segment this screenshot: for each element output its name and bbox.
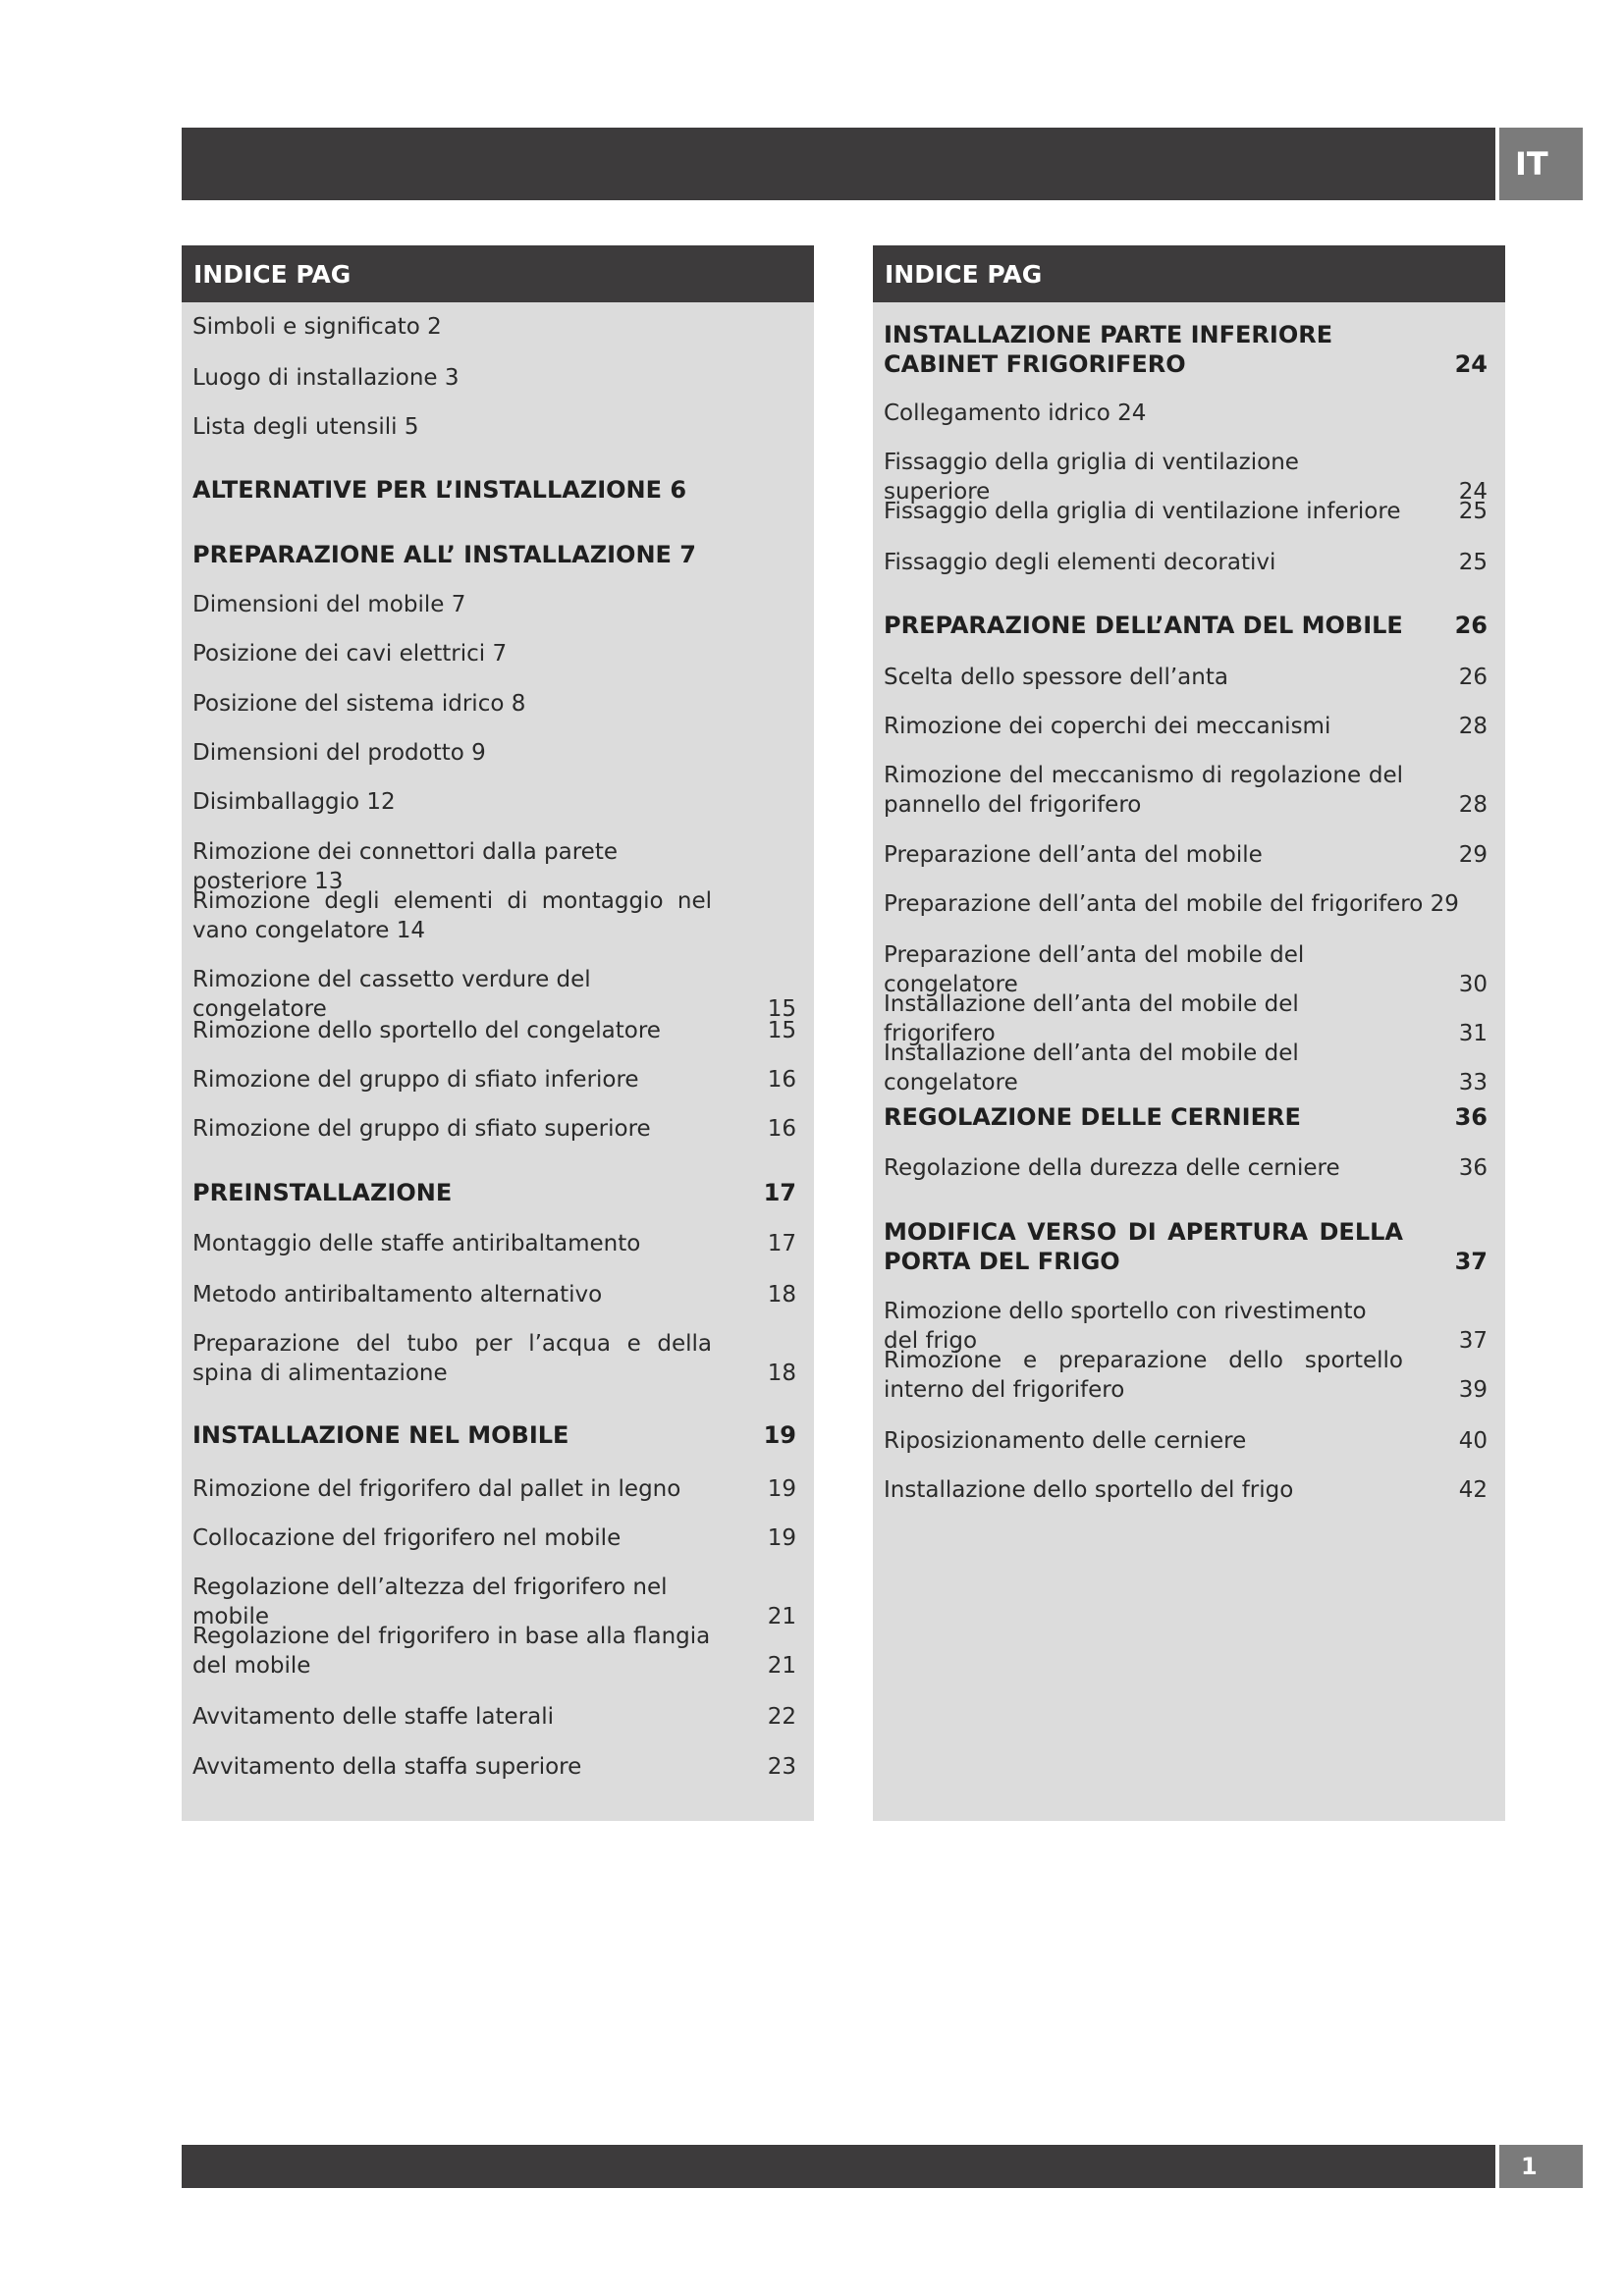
- toc-section-heading[interactable]: [192, 1420, 796, 1450]
- toc-entry-text: Rimozione dei connettori dalla parete posteriore 13: [192, 839, 619, 894]
- toc-entry[interactable]: [192, 1280, 796, 1309]
- toc-entry-page: 15: [767, 1018, 796, 1043]
- toc-entry-page: 29: [1458, 842, 1488, 868]
- toc-entry-page: 21: [767, 1653, 796, 1679]
- toc-entry-page: 16: [767, 1116, 796, 1142]
- toc-entry[interactable]: [192, 738, 796, 768]
- toc-entry-text: Collegamento idrico 24: [884, 400, 1147, 426]
- toc-section-heading[interactable]: [884, 320, 1488, 379]
- toc-title-right: INDICE PAG: [873, 245, 1505, 302]
- toc-entry[interactable]: [884, 761, 1488, 820]
- toc-section-heading[interactable]: [884, 611, 1488, 640]
- toc-entry[interactable]: [884, 399, 1488, 428]
- footer-bar: [182, 2145, 1495, 2188]
- toc-entry-page: 19: [767, 1525, 796, 1551]
- toc-entry-text: PREINSTALLAZIONE: [192, 1179, 453, 1206]
- toc-entry[interactable]: [884, 840, 1488, 870]
- toc-entry-text: Preparazione dell’anta del mobile del frigorifero 29: [884, 891, 1459, 917]
- toc-entry[interactable]: [192, 1229, 796, 1258]
- toc-entry-text: Montaggio delle staffe antiribaltamento: [192, 1231, 641, 1256]
- toc-entry-page: 39: [1458, 1377, 1488, 1403]
- toc-title-left: INDICE PAG: [182, 245, 814, 302]
- page-number: 1: [1499, 2145, 1583, 2188]
- toc-entry-page: 36: [1454, 1103, 1488, 1131]
- toc-entry-page: 21: [767, 1604, 796, 1629]
- toc-entry-page: 28: [1458, 792, 1488, 818]
- toc-entry[interactable]: [192, 1065, 796, 1095]
- toc-entry-page: 31: [1458, 1021, 1488, 1046]
- toc-entry-page: 17: [767, 1231, 796, 1256]
- toc-entry-text: Installazione dell’anta del mobile del frigorifero: [884, 991, 1299, 1046]
- toc-entry[interactable]: [192, 1114, 796, 1144]
- toc-section-heading[interactable]: [192, 540, 796, 569]
- toc-entry-text: Rimozione del frigorifero dal pallet in legno: [192, 1476, 681, 1502]
- toc-entry-text: Preparazione del tubo per l’acqua e della spina di alimentazione: [192, 1331, 712, 1386]
- toc-entry-text: PREPARAZIONE DELL’ANTA DEL MOBILE: [884, 612, 1403, 639]
- toc-section-heading[interactable]: [884, 1217, 1488, 1276]
- toc-entry-text: Regolazione dell’altezza del frigorifero nel mobile: [192, 1575, 668, 1629]
- toc-entry-text: Preparazione dell’anta del mobile: [884, 842, 1263, 868]
- toc-entry[interactable]: [192, 1329, 796, 1388]
- toc-entry-text: Preparazione dell’anta del mobile del congelatore: [884, 942, 1305, 997]
- toc-entry-text: INSTALLAZIONE NEL MOBILE: [192, 1421, 569, 1449]
- toc-entry[interactable]: [192, 1752, 796, 1782]
- toc-entry-text: Rimozione dello sportello con rivestimento del frigo: [884, 1299, 1367, 1354]
- toc-entry-text: Metodo antiribaltamento alternativo: [192, 1282, 603, 1308]
- toc-entry-text: Posizione dei cavi elettrici 7: [192, 641, 508, 667]
- toc-entry-text: Fissaggio degli elementi decorativi: [884, 550, 1276, 575]
- toc-entry-page: 42: [1458, 1477, 1488, 1503]
- toc-entry[interactable]: [884, 1153, 1488, 1183]
- toc-entry-text: Avvitamento delle staffe laterali: [192, 1704, 555, 1730]
- toc-entry-page: 23: [767, 1754, 796, 1780]
- toc-entry-text: Rimozione del gruppo di sfiato inferiore: [192, 1067, 639, 1093]
- header-bar: [182, 128, 1495, 200]
- toc-entry[interactable]: [192, 1622, 796, 1681]
- toc-entry-page: 25: [1458, 499, 1488, 524]
- toc-entry-text: ALTERNATIVE PER L’INSTALLAZIONE 6: [192, 476, 687, 504]
- toc-entry[interactable]: [192, 1474, 796, 1504]
- toc-entry-text: Scelta dello spessore dell’anta: [884, 665, 1228, 690]
- toc-entry-text: REGOLAZIONE DELLE CERNIERE: [884, 1103, 1301, 1131]
- toc-entry[interactable]: [884, 889, 1488, 919]
- toc-entry[interactable]: [884, 497, 1488, 526]
- toc-entry[interactable]: [192, 1016, 796, 1045]
- toc-entry-page: 17: [763, 1179, 796, 1206]
- toc-entry-text: Avvitamento della staffa superiore: [192, 1754, 582, 1780]
- toc-entry[interactable]: [192, 412, 796, 442]
- toc-entry-text: Rimozione del gruppo di sfiato superiore: [192, 1116, 651, 1142]
- toc-entry-text: Lista degli utensili 5: [192, 414, 419, 440]
- toc-entry-text: Regolazione del frigorifero in base alla flangia del mobile: [192, 1624, 711, 1679]
- toc-entry-page: 33: [1458, 1070, 1488, 1095]
- toc-entry[interactable]: [884, 663, 1488, 692]
- toc-entry-page: 26: [1454, 612, 1488, 639]
- toc-entry-page: 40: [1458, 1428, 1488, 1454]
- toc-entry-text: Disimballaggio 12: [192, 789, 396, 815]
- toc-entry-page: 26: [1458, 665, 1488, 690]
- toc-entry[interactable]: [192, 965, 796, 1024]
- toc-entry[interactable]: [884, 1426, 1488, 1456]
- toc-entry-text: Installazione dell’anta del mobile del congelatore: [884, 1041, 1299, 1095]
- toc-entry-text: Rimozione degli elementi di montaggio nel vano congelatore 14: [192, 888, 712, 943]
- toc-entry[interactable]: [884, 712, 1488, 741]
- toc-entry[interactable]: [192, 787, 796, 817]
- toc-entry-text: INSTALLAZIONE PARTE INFERIORE CABINET FRIGORIFERO: [884, 321, 1333, 378]
- toc-entry[interactable]: [192, 689, 796, 719]
- toc-entry-text: Rimozione del meccanismo di regolazione del pannello del frigorifero: [884, 763, 1403, 818]
- toc-entry[interactable]: [192, 639, 796, 668]
- toc-entry-text: Riposizionamento delle cerniere: [884, 1428, 1247, 1454]
- toc-panel-left: [182, 245, 814, 1821]
- toc-entry-page: 37: [1454, 1248, 1488, 1275]
- toc-entry-text: Fissaggio della griglia di ventilazione superiore: [884, 450, 1299, 505]
- toc-entry[interactable]: [192, 1523, 796, 1553]
- toc-entry-text: MODIFICA VERSO DI APERTURA DELLA PORTA DEL FRIGO: [884, 1218, 1403, 1275]
- toc-entry-page: 22: [767, 1704, 796, 1730]
- toc-entry-text: PREPARAZIONE ALL’ INSTALLAZIONE 7: [192, 541, 696, 568]
- toc-entry-page: 30: [1458, 972, 1488, 997]
- toc-entry-text: Rimozione e preparazione dello sportello interno del frigorifero: [884, 1348, 1403, 1403]
- toc-entry-page: 19: [767, 1476, 796, 1502]
- toc-section-heading[interactable]: [192, 475, 796, 505]
- toc-entry-page: 25: [1458, 550, 1488, 575]
- toc-entry-page: 37: [1458, 1328, 1488, 1354]
- toc-entry-text: Dimensioni del mobile 7: [192, 592, 466, 617]
- toc-panel-right: [873, 245, 1505, 1821]
- toc-entry[interactable]: [192, 590, 796, 619]
- toc-entry[interactable]: [884, 548, 1488, 577]
- toc-entry-text: Collocazione del frigorifero nel mobile: [192, 1525, 622, 1551]
- toc-entry-text: Regolazione della durezza delle cerniere: [884, 1155, 1340, 1181]
- toc-entry-page: 24: [1458, 479, 1488, 505]
- toc-entry-text: Rimozione del cassetto verdure del congelatore: [192, 967, 591, 1022]
- toc-entry-text: Rimozione dello sportello del congelatore: [192, 1018, 661, 1043]
- toc-entry-text: Installazione dello sportello del frigo: [884, 1477, 1294, 1503]
- toc-entry-text: Fissaggio della griglia di ventilazione inferiore: [884, 499, 1401, 524]
- toc-section-heading[interactable]: [192, 1178, 796, 1207]
- toc-entry[interactable]: [884, 1346, 1488, 1405]
- toc-entry-text: Rimozione dei coperchi dei meccanismi: [884, 714, 1331, 739]
- toc-entry-page: 18: [767, 1361, 796, 1386]
- toc-entry-page: 19: [763, 1421, 796, 1449]
- toc-entry[interactable]: [192, 886, 796, 945]
- toc-entry-page: 15: [767, 996, 796, 1022]
- toc-entry-page: 18: [767, 1282, 796, 1308]
- toc-section-heading[interactable]: [884, 1102, 1488, 1132]
- toc-entry[interactable]: [884, 1475, 1488, 1505]
- toc-entry[interactable]: [192, 1702, 796, 1732]
- toc-entry-text: Simboli e significato 2: [192, 314, 442, 340]
- toc-entry[interactable]: [192, 312, 796, 342]
- toc-entry[interactable]: [884, 1039, 1488, 1097]
- toc-entry-page: 28: [1458, 714, 1488, 739]
- toc-entry-page: 16: [767, 1067, 796, 1093]
- toc-entry-text: Posizione del sistema idrico 8: [192, 691, 526, 717]
- toc-entry[interactable]: [192, 363, 796, 393]
- toc-entry-text: Luogo di installazione 3: [192, 365, 460, 391]
- toc-entry-text: Dimensioni del prodotto 9: [192, 740, 486, 766]
- toc-entry-page: 36: [1458, 1155, 1488, 1181]
- toc-entry-page: 24: [1454, 350, 1488, 378]
- language-tab: IT: [1499, 128, 1583, 200]
